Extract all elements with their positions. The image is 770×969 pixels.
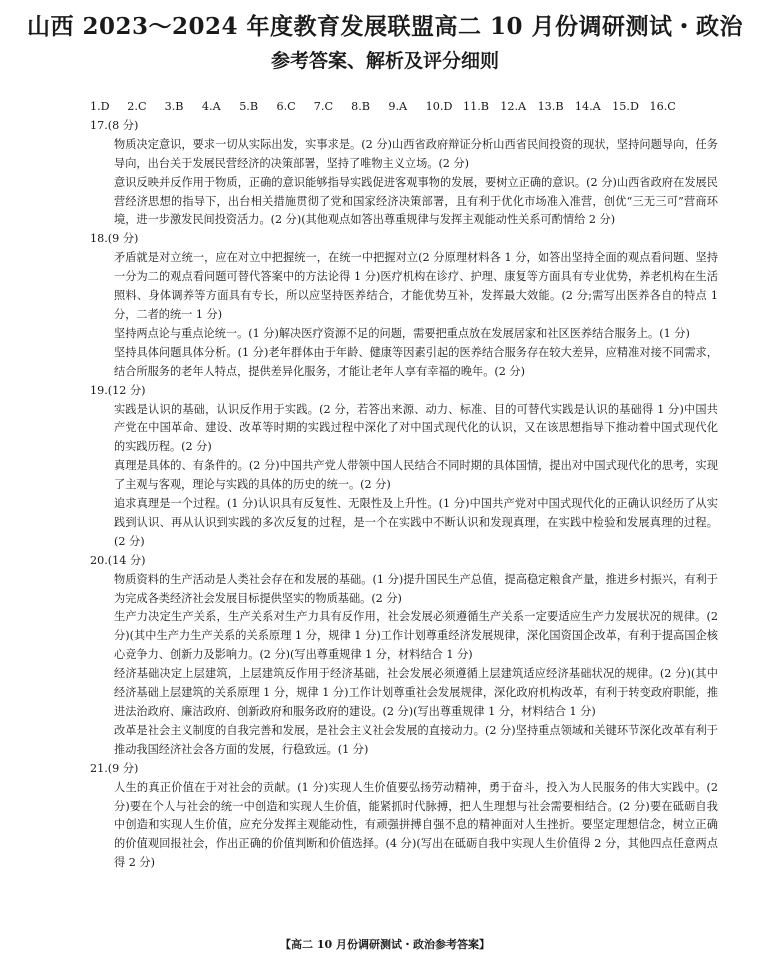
answer-paragraph: 追求真理是一个过程。(1 分)认识具有反复性、无限性及上升性。(1 分)中国共产党对中国式现代化的正确认识经历了从实践到认识、再从认识到实践的多次反复的过程，是一个在实践中不断认识和发现真理，在实践中检验和发展真理的过程。(2 分) [114,497,718,548]
question-heading: 21.(9 分) [90,761,139,775]
choice-answer: 7.C [313,100,334,113]
answer-paragraph: 物质决定意识，要求一切从实际出发，实事求是。(2 分)山西省政府辩证分析山西省民间投资的现状，坚持问题导向，任务导向，出台关于发展民营经济的决策部署，坚持了唯物主义立场。(2 分) [114,137,718,170]
document-title: 山西 2023～2024 年度教育发展联盟高二 10 月份调研测试・政治 [26,13,744,40]
question-heading: 20.(14 分) [90,553,146,567]
answer-paragraph: 矛盾就是对立统一，应在对立中把握统一，在统一中把握对立(2 分原理材料各 1 分，如答出坚持全面的观点看问题、坚持一分为二的观点看问题可替代答案中的方法论得 1 分)医疗机构在诊疗、护理、康复等方面具有专业优势，养老机构在生活照料、身体调养等方面具有专长，所以应坚持医养结合，才能优势互补，发挥最大效能。(2 分;需写出医养各自的特点 1 分，二者的统一 1 分) [114,251,718,321]
answer-paragraph: 人生的真正价值在于对社会的贡献。(1 分)实现人生价值要弘扬劳动精神，勇于奋斗，投入为人民服务的伟大实践中。(2 分)要在个人与社会的统一中创造和实现人生价值，能紧抓时代脉搏，把人生理想与社会需要相结合。(2 分)要在砥砺自我中创造和实现人生价值，应充分发挥主观能动性，有顽强拼搏自强不息的精神面对人生挫折。要坚定理想信念，树立正确的价值观回报社会，作出正确的价值判断和价值选择。(4 分)(写出在砥砺自我中实现人生价值得 2 分，其他四点任意两点得 2 分) [114,780,718,870]
choice-answer: 13.B [537,100,564,113]
answer-paragraph: 实践是认识的基础，认识反作用于实践。(2 分，若答出来源、动力、标准、目的可替代实践是认识的基础得 1 分)中国共产党在中国革命、建设、改革等时期的实践过程中深化了对中国式现代化的认识，又在该思想指导下推动着中国式现代化的实践历程。(2 分) [114,402,718,454]
choice-answer: 4.A [201,100,221,113]
answer-paragraph: 改革是社会主义制度的自我完善和发展，是社会主义社会发展的直接动力。(2 分)坚持重点领域和关键环节深化改革有利于推动我国经济社会各方面的发展，行稳致远。(1 分) [114,723,718,756]
answer-paragraph: 生产力决定生产关系，生产关系对生产力具有反作用，社会发展必须遵循生产关系一定要适应生产力发展状况的规律。(2 分)(其中生产力生产关系的关系原理 1 分，规律 1 分)工作计划尊重经济发展规律，深化国资国企改革，有利于提高国企核心竞争力、创新力及影响力。(2 分)(写出尊重规律 1 分，材料结合 1 分) [114,610,718,662]
choice-answer: 5.B [239,100,259,113]
document-subtitle: 参考答案、解析及评分细则 [270,50,499,72]
answer-paragraph: 经济基础决定上层建筑，上层建筑反作用于经济基础，社会发展必须遵循上层建筑适应经济基础状况的规律。(2 分)(其中经济基础上层建筑的关系原理 1 分，规律 1 分)工作计划尊重社会发展规律，深化政府机构改革，有利于转变政府职能，推进法治政府、廉洁政府、创新政府和服务政府的建设。(2 分)(写出尊重规律 1 分，材料结合 1 分) [114,667,718,718]
choice-answer: 1.D [90,100,110,113]
question-heading: 19.(12 分) [90,383,146,397]
answer-paragraph: 坚持两点论与重点论统一。(1 分)解决医疗资源不足的问题，需要把重点放在发展居家和社区医养结合服务上。(1 分) [114,326,690,340]
question-heading: 17.(8 分) [90,118,139,132]
choice-answer: 15.D [612,100,639,113]
question-20 [90,552,718,760]
choice-answer: 10.D [425,100,453,113]
choice-answer: 12.A [500,100,527,113]
page-footer: 【高二 10 月份调研测试・政治参考答案】 [280,938,490,951]
choice-answer: 3.B [164,100,184,113]
choice-answer: 14.A [574,100,601,113]
choice-answer: 6.C [276,100,296,113]
choice-answer: 11.B [462,100,489,113]
choice-answer: 8.B [351,100,370,113]
choice-answer: 9.A [388,100,408,113]
choice-answer: 2.C [127,100,147,113]
question-21 [90,760,718,873]
question-19 [90,382,718,552]
answer-paragraph: 物质资料的生产活动是人类社会存在和发展的基础。(1 分)提升国民生产总值，提高稳定粮食产量，推进乡村振兴，有利于为完成各类经济社会发展目标提供坚实的物质基础。(2 分) [114,572,718,605]
choice-answer: 16.C [649,100,676,113]
choice-answers-row [90,98,718,117]
answer-body [90,98,718,873]
answer-paragraph: 坚持具体问题具体分析。(1 分)老年群体由于年龄、健康等因素引起的医养结合服务存在较大差异，应精准对接不同需求，结合所服务的老年人特点，提供差异化服务，才能让老年人享有幸福的晚年。(2 分) [114,345,718,378]
answer-paragraph: 真理是具体的、有条件的。(2 分)中国共产党人带领中国人民结合不同时期的具体国情，提出对中国式现代化的思考，实现了主观与客观，理论与实践的具体的历史的统一。(2 分) [114,459,718,492]
question-18 [90,230,718,381]
answer-paragraph: 意识反映并反作用于物质，正确的意识能够指导实践促进客观事物的发展，要树立正确的意识。(2 分)山西省政府在发展民营经济思想的指导下，出台相关措施贯彻了党和国家经济决策部署，且有利于优化市场准入准营，创优“三无三可”营商环境，进一步激发民间投资活力。(2 分)(其他观点如答出尊重规律与发挥主观能动性关系可酌情给 2 分) [114,175,718,227]
question-heading: 18.(9 分) [90,232,139,246]
question-17 [90,117,718,230]
